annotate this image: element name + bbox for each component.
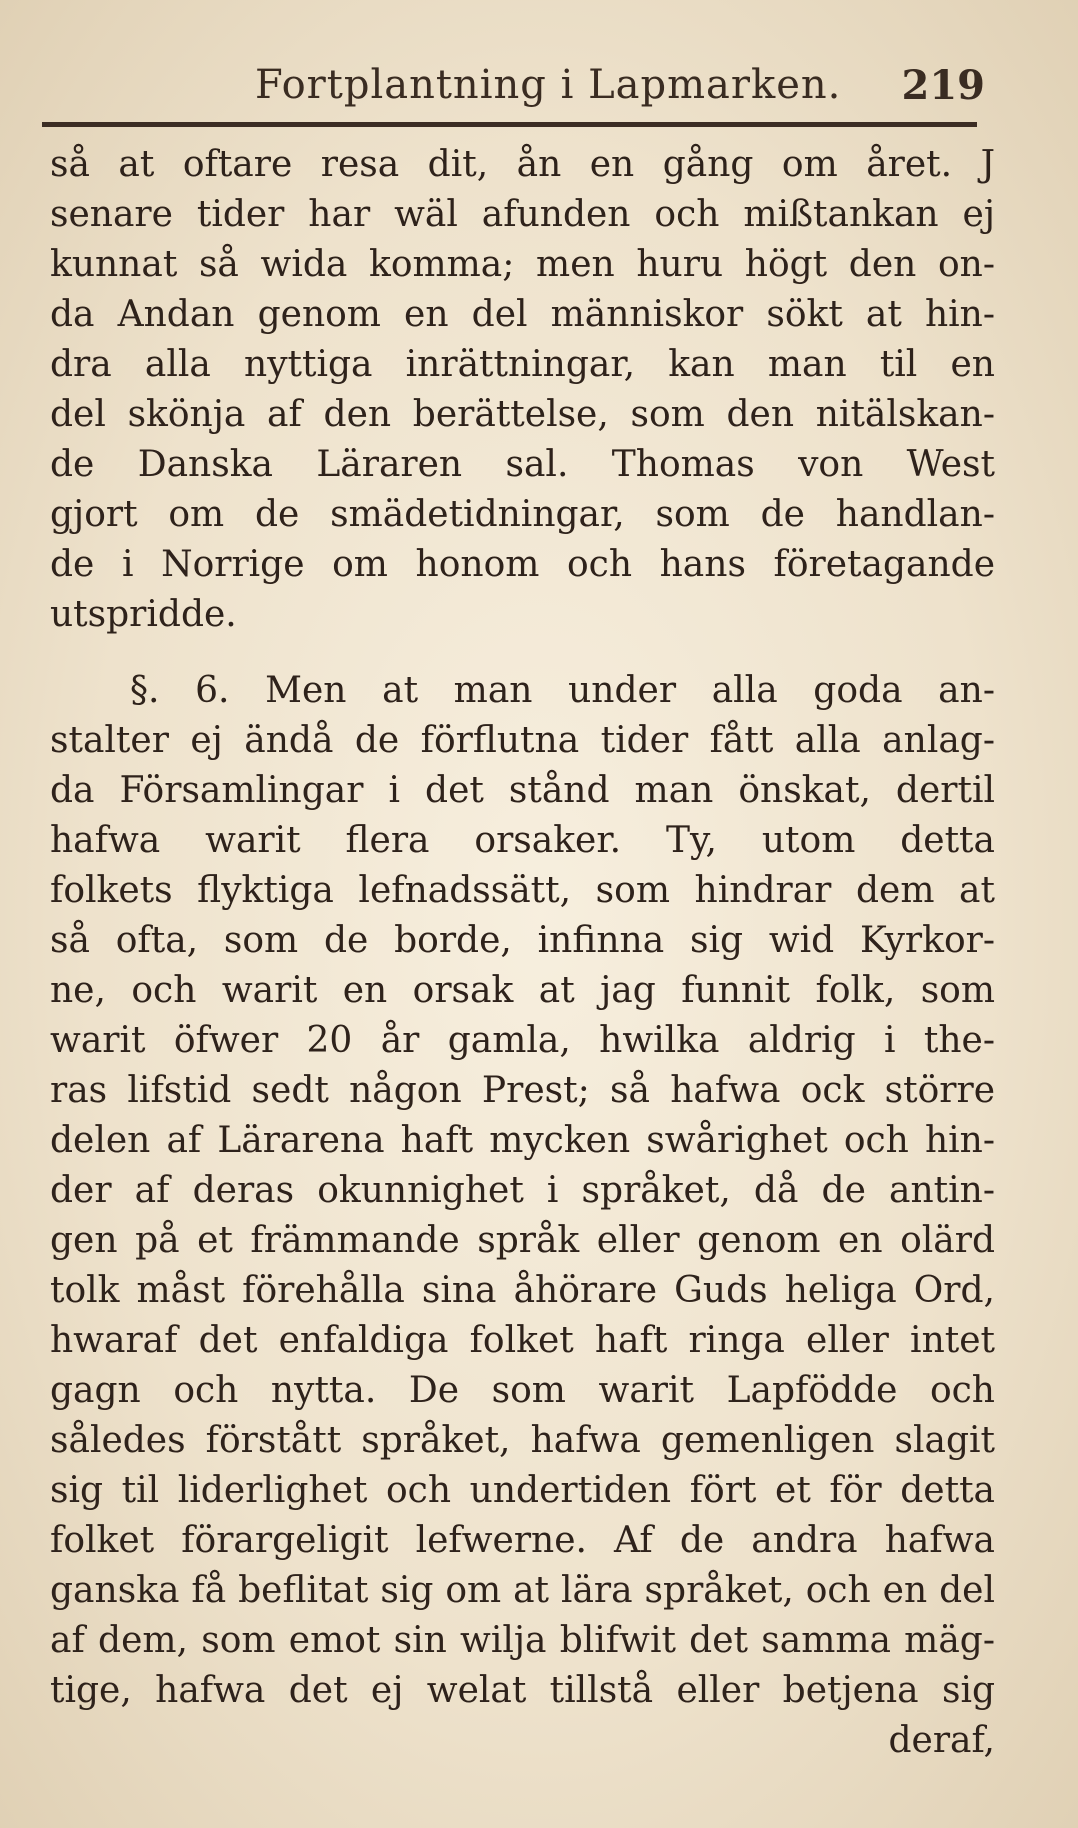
text-line: folket förargeligit lefwerne. Af de andra hafwa bbox=[50, 1520, 995, 1561]
text-line: kunnat så wida komma; men huru högt den on- bbox=[50, 244, 995, 285]
text-line: ras lifstid sedt någon Prest; så hafwa ock större bbox=[50, 1070, 995, 1111]
text-line: tolk måst förehålla sina åhörare Guds heliga Ord, bbox=[50, 1270, 995, 1311]
text-line: del skönja af den berättelse, som den nitälskan- bbox=[50, 394, 995, 435]
text-line: gjort om de smädetidningar, som de handlan- bbox=[50, 494, 995, 535]
text-line: ganska få beflitat sig om at lära språket, och en del bbox=[50, 1570, 995, 1611]
running-title: Fortplantning i Lapmarken. bbox=[255, 62, 842, 108]
catchword: deraf, bbox=[888, 1720, 995, 1761]
text-line: der af deras okunnighet i språket, då de antin- bbox=[50, 1170, 995, 1211]
page-header bbox=[255, 62, 985, 122]
text-line: dra alla nyttiga inrättningar, kan man til en bbox=[50, 344, 995, 385]
page-number: 219 bbox=[901, 62, 985, 109]
header-rule bbox=[42, 122, 977, 127]
text-line: senare tider har wäl afunden och mißtankan ej bbox=[50, 194, 995, 235]
text-line: så ofta, som de borde, infinna sig wid Kyrkor- bbox=[50, 920, 995, 961]
text-line: warit öfwer 20 år gamla, hwilka aldrig i the- bbox=[50, 1020, 995, 1061]
text-line: ne, och warit en orsak at jag funnit folk, som bbox=[50, 970, 995, 1011]
text-line: så at oftare resa dit, ån en gång om året. J bbox=[50, 144, 995, 185]
text-line: de i Norrige om honom och hans företagande bbox=[50, 544, 995, 585]
text-line: delen af Lärarena haft mycken swårighet och hin- bbox=[50, 1120, 995, 1161]
text-line: de Danska Läraren sal. Thomas von West bbox=[50, 444, 995, 485]
text-line: hwaraf det enfaldiga folket haft ringa eller intet bbox=[50, 1320, 995, 1361]
text-line: af dem, som emot sin wilja blifwit det samma mäg- bbox=[50, 1620, 995, 1661]
paragraph-gap bbox=[50, 640, 995, 666]
body-text bbox=[50, 140, 995, 1766]
text-line: tige, hafwa det ej welat tillstå eller betjena sig bbox=[50, 1670, 995, 1711]
text-line: da Andan genom en del människor sökt at hin- bbox=[50, 294, 995, 335]
text-line: folkets flyktiga lefnadssätt, som hindrar dem at bbox=[50, 870, 995, 911]
text-line: da Församlingar i det stånd man önskat, dertil bbox=[50, 770, 995, 811]
text-line: gen på et främmande språk eller genom en olärd bbox=[50, 1220, 995, 1261]
text-line: således förstått språket, hafwa gemenligen slagit bbox=[50, 1420, 995, 1461]
text-line: hafwa warit flera orsaker. Ty, utom detta bbox=[50, 820, 995, 861]
text-line: sig til liderlighet och undertiden fört et för detta bbox=[50, 1470, 995, 1511]
text-line: gagn och nytta. De som warit Lapfödde och bbox=[50, 1370, 995, 1411]
section-heading-line: §. 6. Men at man under alla goda an- bbox=[130, 670, 995, 711]
text-line: utspridde. bbox=[50, 594, 237, 635]
text-line: stalter ej ändå de förflutna tider fått alla anlag- bbox=[50, 720, 995, 761]
